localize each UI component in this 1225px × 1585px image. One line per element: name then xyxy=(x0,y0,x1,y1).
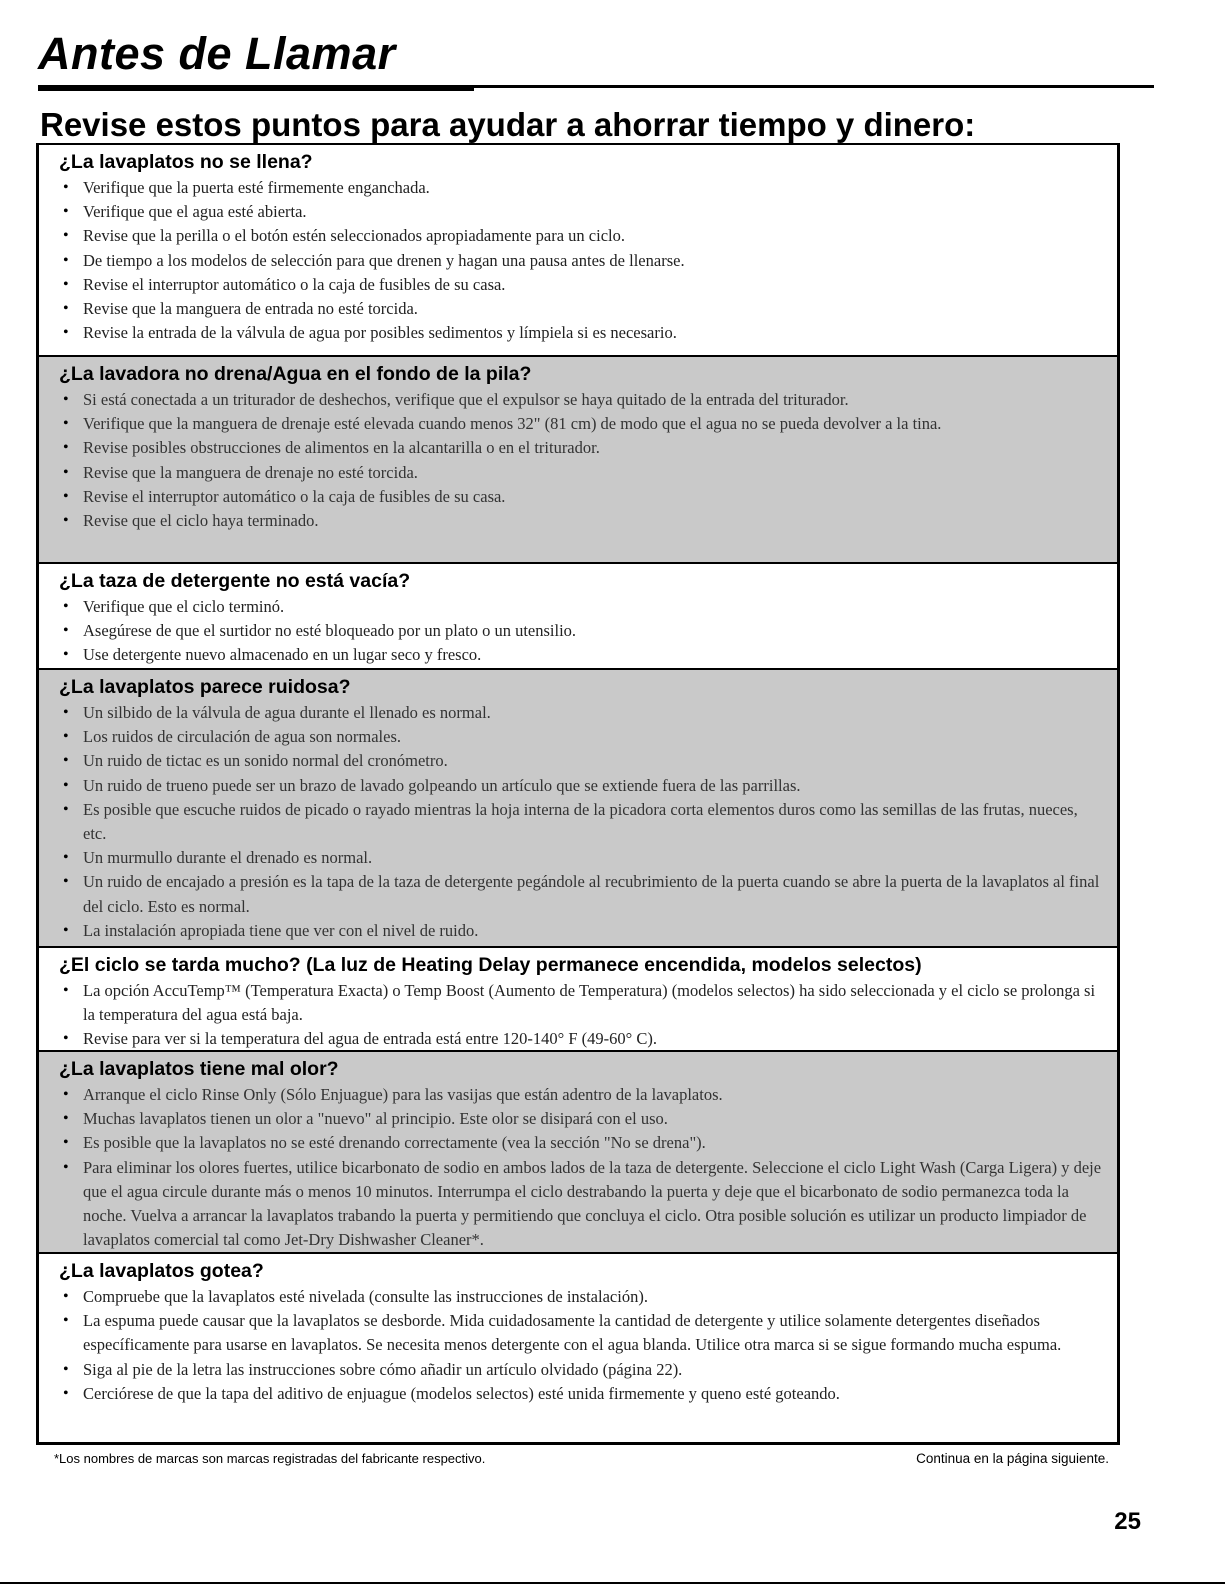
list-item: • Revise que la manguera de drenaje no esté torcida. xyxy=(59,461,1105,485)
list-item: • Revise posibles obstrucciones de alimentos en la alcantarilla o en el triturador. xyxy=(59,436,1105,460)
list-item: • Un ruido de trueno puede ser un brazo de lavado golpeando un artículo que se extiende fuera de las parrillas. xyxy=(59,774,1105,798)
section-long-cycle xyxy=(39,948,1117,1052)
list-item: • Cerciórese de que la tapa del aditivo de enjuague (modelos selectos) esté unida firmemente y queno esté goteando. xyxy=(59,1382,1105,1406)
list-item: • Revise que la perilla o el botón estén seleccionados apropiadamente para un ciclo. xyxy=(59,224,1105,248)
list-item: • Muchas lavaplatos tienen un olor a "nuevo" al principio. Este olor se disipará con el uso. xyxy=(59,1107,1105,1131)
list-item: • Es posible que escuche ruidos de picado o rayado mientras la hoja interna de la picadora corta elementos duros como las semillas de las frutas, nueces, etc. xyxy=(59,798,1105,846)
list-item: • Verifique que la puerta esté firmemente enganchada. xyxy=(59,176,1105,200)
title-rule-thick xyxy=(38,85,474,91)
list-item: • Asegúrese de que el surtidor no esté bloqueado por un plato o un utensilio. xyxy=(59,619,1105,643)
section-no-fill xyxy=(39,145,1117,357)
section-detergent-cup xyxy=(39,564,1117,670)
list-item: • Revise para ver si la temperatura del agua de entrada está entre 120-140° F (49-60° C). xyxy=(59,1027,1105,1051)
trademark-footnote: *Los nombres de marcas son marcas registradas del fabricante respectivo. xyxy=(54,1451,486,1466)
title-rule-thin xyxy=(474,85,1154,88)
list-item: • Un ruido de tictac es un sonido normal del cronómetro. xyxy=(59,749,1105,773)
item-list xyxy=(59,1083,1105,1252)
list-item: • Verifique que el agua esté abierta. xyxy=(59,200,1105,224)
troubleshooting-table xyxy=(36,143,1120,1445)
list-item: • Los ruidos de circulación de agua son normales. xyxy=(59,725,1105,749)
item-list xyxy=(59,701,1105,943)
item-list xyxy=(59,1285,1105,1406)
list-item: • Un silbido de la válvula de agua durante el llenado es normal. xyxy=(59,701,1105,725)
list-item: • La opción AccuTemp™ (Temperatura Exacta) o Temp Boost (Aumento de Temperatura) (modelos selectos) ha sido seleccionada y el ciclo se prolonga si la temperatura del agua está baja. xyxy=(59,979,1105,1027)
section-no-drain xyxy=(39,357,1117,564)
list-item: • Revise el interruptor automático o la caja de fusibles de su casa. xyxy=(59,485,1105,509)
bottom-rule xyxy=(0,1582,1225,1584)
item-list xyxy=(59,176,1105,345)
list-item: • Siga al pie de la letra las instrucciones sobre cómo añadir un artículo olvidado (página 22). xyxy=(59,1358,1105,1382)
list-item: • Verifique que la manguera de drenaje esté elevada cuando menos 32" (81 cm) de modo que el agua no se pueda devolver a la tina. xyxy=(59,412,1105,436)
list-item: • Es posible que la lavaplatos no se esté drenando correctamente (vea la sección "No se drena"). xyxy=(59,1131,1105,1155)
list-item: • Si está conectada a un triturador de deshechos, verifique que el expulsor se haya quitado de la entrada del triturador. xyxy=(59,388,1105,412)
list-item: • Un ruido de encajado a presión es la tapa de la taza de detergente pegándole al recubrimiento de la puerta cuando se abre la puerta de la lavaplatos al final del ciclo. Esto es normal. xyxy=(59,870,1105,918)
list-item: • La espuma puede causar que la lavaplatos se desborde. Mida cuidadosamente la cantidad de detergente y utilice solamente detergentes diseñados específicamente para usarse en lavaplatos. Se necesita menos detergente con el agua blanda. Utilice otra marca si se sigue formando mucha espuma. xyxy=(59,1309,1105,1357)
list-item: • Use detergente nuevo almacenado en un lugar seco y fresco. xyxy=(59,643,1105,667)
list-item: • Revise la entrada de la válvula de agua por posibles sedimentos y límpiela si es necesario. xyxy=(59,321,1105,345)
item-list xyxy=(59,979,1105,1052)
section-heading: ¿La lavaplatos parece ruidosa? xyxy=(59,676,351,698)
list-item: • Revise que la manguera de entrada no esté torcida. xyxy=(59,297,1105,321)
list-item: • La instalación apropiada tiene que ver con el nivel de ruido. xyxy=(59,919,1105,943)
section-odor xyxy=(39,1052,1117,1254)
section-noisy xyxy=(39,670,1117,948)
section-heading: ¿La lavaplatos gotea? xyxy=(59,1260,264,1282)
section-heading: ¿La lavadora no drena/Agua en el fondo de la pila? xyxy=(59,363,532,385)
list-item: • Compruebe que la lavaplatos esté nivelada (consulte las instrucciones de instalación). xyxy=(59,1285,1105,1309)
page-number: 25 xyxy=(1114,1508,1141,1535)
section-heading: ¿El ciclo se tarda mucho? (La luz de Heating Delay permanece encendida, modelos selectos) xyxy=(59,954,922,976)
section-leak xyxy=(39,1254,1117,1437)
list-item: • Un murmullo durante el drenado es normal. xyxy=(59,846,1105,870)
item-list xyxy=(59,595,1105,668)
list-item: • De tiempo a los modelos de selección para que drenen y hagan una pausa antes de llenarse. xyxy=(59,249,1105,273)
page-subtitle: Revise estos puntos para ayudar a ahorrar tiempo y dinero: xyxy=(40,106,976,143)
continued-note: Continua en la página siguiente. xyxy=(916,1451,1109,1466)
list-item: • Revise el interruptor automático o la caja de fusibles de su casa. xyxy=(59,273,1105,297)
list-item: • Para eliminar los olores fuertes, utilice bicarbonato de sodio en ambos lados de la taza de detergente. Seleccione el ciclo Light Wash (Carga Ligera) y deje que el agua circule durante más o menos 10 minutos. Interrumpa el ciclo destrabando la puerta y deje que el bicarbonato de sodio permanezca toda la noche. Vuelva a arrancar la lavaplatos trabando la puerta y permitiendo que concluya el ciclo. Otra posible solución es utilizar un producto limpiador de lavaplatos comercial tal como Jet-Dry Dishwasher Cleaner*. xyxy=(59,1156,1105,1253)
page-title: Antes de Llamar xyxy=(38,28,396,79)
list-item: • Revise que el ciclo haya terminado. xyxy=(59,509,1105,533)
section-heading: ¿La taza de detergente no está vacía? xyxy=(59,570,411,592)
section-heading: ¿La lavaplatos tiene mal olor? xyxy=(59,1058,339,1080)
item-list xyxy=(59,388,1105,533)
list-item: • Verifique que el ciclo terminó. xyxy=(59,595,1105,619)
section-heading: ¿La lavaplatos no se llena? xyxy=(59,151,313,173)
list-item: • Arranque el ciclo Rinse Only (Sólo Enjuague) para las vasijas que están adentro de la lavaplatos. xyxy=(59,1083,1105,1107)
